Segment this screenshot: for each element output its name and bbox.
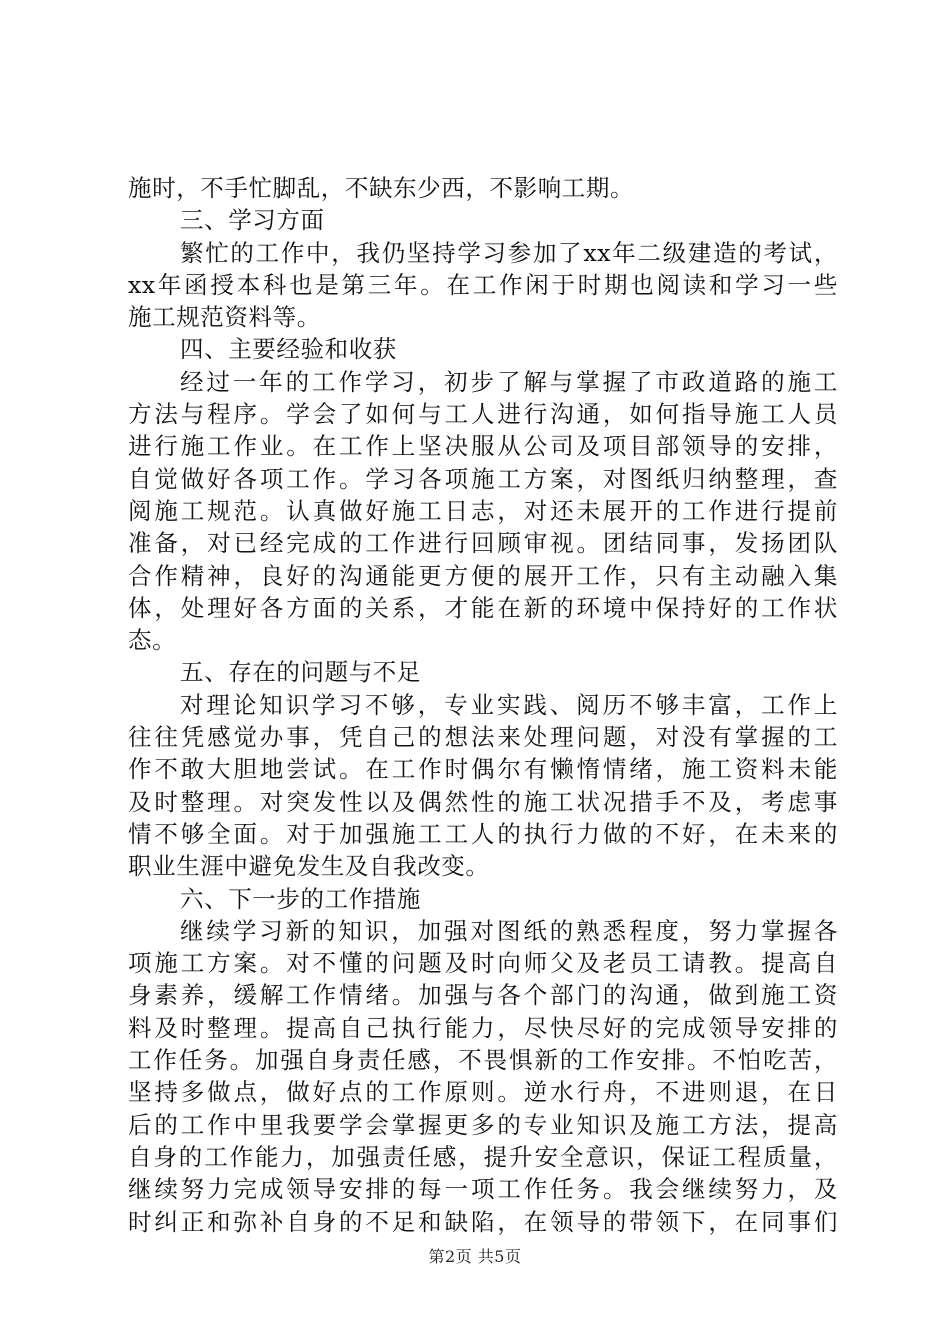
text-line: 繁忙的工作中，我仍坚持学习参加了xx年二级建造的考试，: [180, 238, 838, 267]
page-footer: 第2页 共5页: [428, 1247, 522, 1266]
text-line: 职业生涯中避免发生及自我改变。: [128, 852, 490, 881]
text-line: 进行施工作业。在工作上坚决服从公司及项目部领导的安排，: [128, 432, 838, 461]
text-line: xx年函授本科也是第三年。在工作闲于时期也阅读和学习一些: [128, 270, 838, 299]
text-line: 经过一年的工作学习，初步了解与掌握了市政道路的施工: [180, 367, 838, 396]
text-line: 阅施工规范。认真做好施工日志，对还未展开的工作进行提前: [128, 496, 838, 525]
document-body: [128, 172, 838, 1238]
text-line: 六、下一步的工作措施: [180, 884, 421, 913]
text-line: 身素养，缓解工作情绪。加强与各个部门的沟通，做到施工资: [128, 981, 838, 1010]
text-line: 坚持多做点，做好点的工作原则。逆水行舟，不进则退，在日: [128, 1078, 838, 1107]
text-line: 合作精神，良好的沟通能更方便的展开工作，只有主动融入集: [128, 561, 838, 590]
text-line: 施工规范资料等。: [128, 303, 321, 332]
text-line: 施时，不手忙脚乱，不缺东少西，不影响工期。: [128, 174, 635, 202]
text-line: 对理论知识学习不够，专业实践、阅历不够丰富，工作上: [180, 690, 838, 719]
text-line: 继续学习新的知识，加强对图纸的熟悉程度，努力掌握各: [180, 916, 838, 945]
text-line: 态。: [128, 626, 177, 655]
text-line: 往往凭感觉办事，凭自己的想法来处理问题，对没有掌握的工: [128, 723, 838, 752]
text-line: 情不够全面。对于加强施工工人的执行力做的不好，在未来的: [128, 819, 838, 848]
text-line: 自身的工作能力，加强责任感，提升安全意识，保证工程质量，: [128, 1142, 838, 1171]
text-line: 及时整理。对突发性以及偶然性的施工状况措手不及，考虑事: [128, 787, 838, 816]
text-line: 准备，对已经完成的工作进行回顾审视。团结同事，发扬团队: [128, 529, 838, 558]
text-line: 项施工方案。对不懂的问题及时向师父及老员工请教。提高自: [128, 949, 838, 978]
text-line: 三、学习方面: [180, 206, 325, 235]
text-line: 自觉做好各项工作。学习各项施工方案，对图纸归纳整理，查: [128, 464, 838, 493]
text-line: 时纠正和弥补自身的不足和缺陷，在领导的带领下，在同事们: [128, 1207, 838, 1236]
text-line: 四、主要经验和收获: [180, 335, 397, 364]
text-line: 五、存在的问题与不足: [180, 658, 421, 687]
text-line: 作不敢大胆地尝试。在工作时偶尔有懒惰情绪，施工资料未能: [128, 755, 838, 784]
text-line: 料及时整理。提高自己执行能力，尽快尽好的完成领导安排的: [128, 1013, 838, 1042]
text-line: 继续努力完成领导安排的每一项工作任务。我会继续努力，及: [128, 1175, 838, 1204]
text-line: 后的工作中里我要学会掌握更多的专业知识及施工方法，提高: [128, 1110, 838, 1139]
text-line: 工作任务。加强自身责任感，不畏惧新的工作安排。不怕吃苦，: [128, 1046, 838, 1075]
text-line: 体，处理好各方面的关系，才能在新的环境中保持好的工作状: [128, 593, 838, 622]
text-line: 方法与程序。学会了如何与工人进行沟通，如何指导施工人员: [128, 400, 838, 429]
